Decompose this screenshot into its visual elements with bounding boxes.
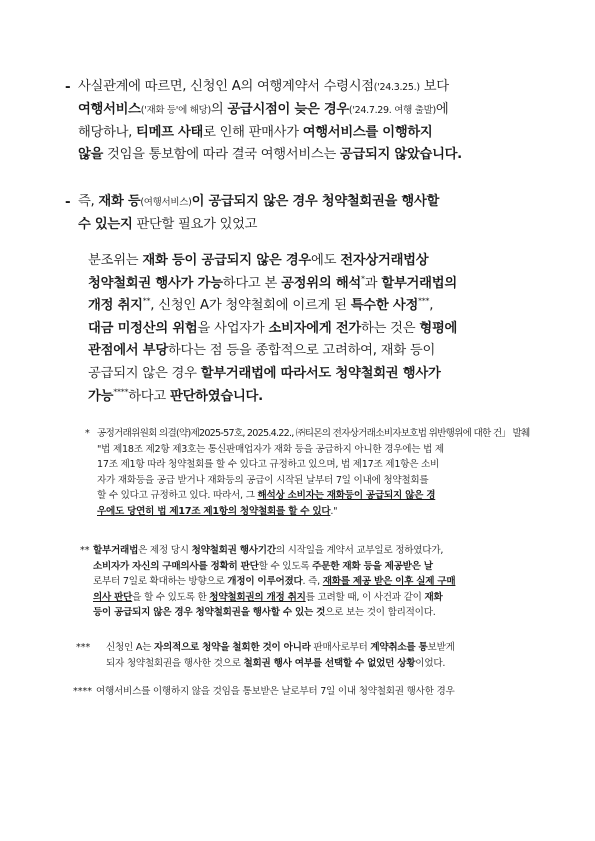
text-line: 가능****하다고 판단하였습니다. xyxy=(88,387,263,404)
text-line: 개정 취지**, 신청인 A가 청약철회에 이르게 된 특수한 사정***, xyxy=(88,296,434,314)
footnote-marker: *** xyxy=(76,642,91,653)
text-line: 신청인 A는 자의적으로 청약을 철회한 것이 아니라 판매사로부터 계약취소를 통보받게 xyxy=(106,642,455,653)
text-line: 공급되지 않은 경우 할부거래법에 따라서도 청약철회권 행사가 xyxy=(88,365,441,381)
text-line: 로부터 7일로 확대하는 방향으로 개정이 이루어졌다. 즉, 재화를 제공 받은 이후 실제 구매 xyxy=(93,576,456,588)
footnote-marker: * xyxy=(85,428,90,439)
text-line: 등이 공급되지 않은 경우 청약철회권을 행사할 수 있는 것으로 보는 것이 합리적이다. xyxy=(93,607,436,619)
bullet-item-facts xyxy=(65,76,548,166)
text-line: 자가 재화등을 공급 받거나 재화등의 공급이 시작된 날부터 7일 이내에 청약철회를 xyxy=(97,474,429,486)
bullet-marker: - xyxy=(65,79,71,95)
text-line: 할 수 있다고 규정하고 있다. 따라서, 그 해석상 소비자는 재화등이 공급되지 않은 경 xyxy=(97,490,436,502)
footnote-marker: ** xyxy=(80,545,90,556)
text-line: 않을 것임을 통보함에 따라 결국 여행서비스는 공급되지 않았습니다. xyxy=(78,147,462,162)
text-line: "법 제18조 제2항 제3호는 통신판매업자가 재화 등을 공급하지 아니한 경우에는 법 제 xyxy=(97,443,444,455)
decision-paragraph xyxy=(88,250,553,408)
footnote-4 xyxy=(73,684,566,700)
text-line: 해당하나, 티메프 사태로 인해 판매사가 여행서비스를 이행하지 xyxy=(78,125,433,140)
footnote-source: 공정거래위원회 의결(약)제2025-57호, 2025.4.22., ㈜티몬의 전자상거래소비자보호법 위반행위에 대한 건」 발췌 xyxy=(97,428,530,439)
footnote-marker: **** xyxy=(73,686,92,697)
footnote-2 xyxy=(80,543,568,621)
text-line: 여행서비스를 이행하지 않을 것임을 통보받은 날로부터 7일 이내 청약철회권 행사한 경우 xyxy=(96,686,455,697)
text-line: 청약철회권 행사가 가능하다고 본 공정위의 해석*과 할부거래법의 xyxy=(88,274,457,291)
bullet-item-issue xyxy=(65,191,548,236)
text-line: 관점에서 부당하다는 점 등을 종합적으로 고려하여, 재화 등이 xyxy=(88,343,436,359)
footnote-3 xyxy=(76,640,571,671)
text-line: 할부거래법은 제정 당시 청약철회권 행사기간의 시작일을 계약서 교부일로 정하였다가, xyxy=(93,545,444,556)
bullet-marker: - xyxy=(65,194,71,210)
text-line: 우에도 당연히 법 제17조 제1항의 청약철회를 할 수 있다." xyxy=(97,505,338,517)
text-line: 사실관계에 따르면, 신청인 A의 여행계약서 수령시점('24.3.25.) 보다 xyxy=(78,79,449,94)
text-line: 대금 미정산의 위험을 사업자가 소비자에게 전가하는 것은 형평에 xyxy=(88,320,458,336)
text-line: 수 있는지 판단할 필요가 있었고 xyxy=(78,217,258,232)
text-line: 17조 제1항 따라 청약철회를 할 수 있다고 규정하고 있으며, 법 제17조 제1항은 소비 xyxy=(97,459,440,471)
text-line: 여행서비스('재화 등'에 해당)의 공급시점이 늦은 경우('24.7.29. 여행 출발)에 xyxy=(78,102,449,117)
text-line: 즉, 재화 등(여행서비스)이 공급되지 않은 경우 청약철회권을 행사할 xyxy=(78,194,440,209)
text-line: 소비자가 자신의 구매의사를 정확히 판단할 수 있도록 주문한 재화 등을 제공받은 날 xyxy=(93,560,433,572)
text-line: 되자 청약철회권을 행사한 것으로 철회권 행사 여부를 선택할 수 없었던 상황이었다. xyxy=(106,657,446,669)
text-line: 의사 판단을 할 수 있도록 한 청약철회권의 개정 취지를 고려할 때, 이 사건과 같이 재화 xyxy=(93,591,443,603)
text-line: 분조위는 재화 등이 공급되지 않은 경우에도 전자상거래법상 xyxy=(88,253,429,268)
footnote-1 xyxy=(85,426,567,520)
